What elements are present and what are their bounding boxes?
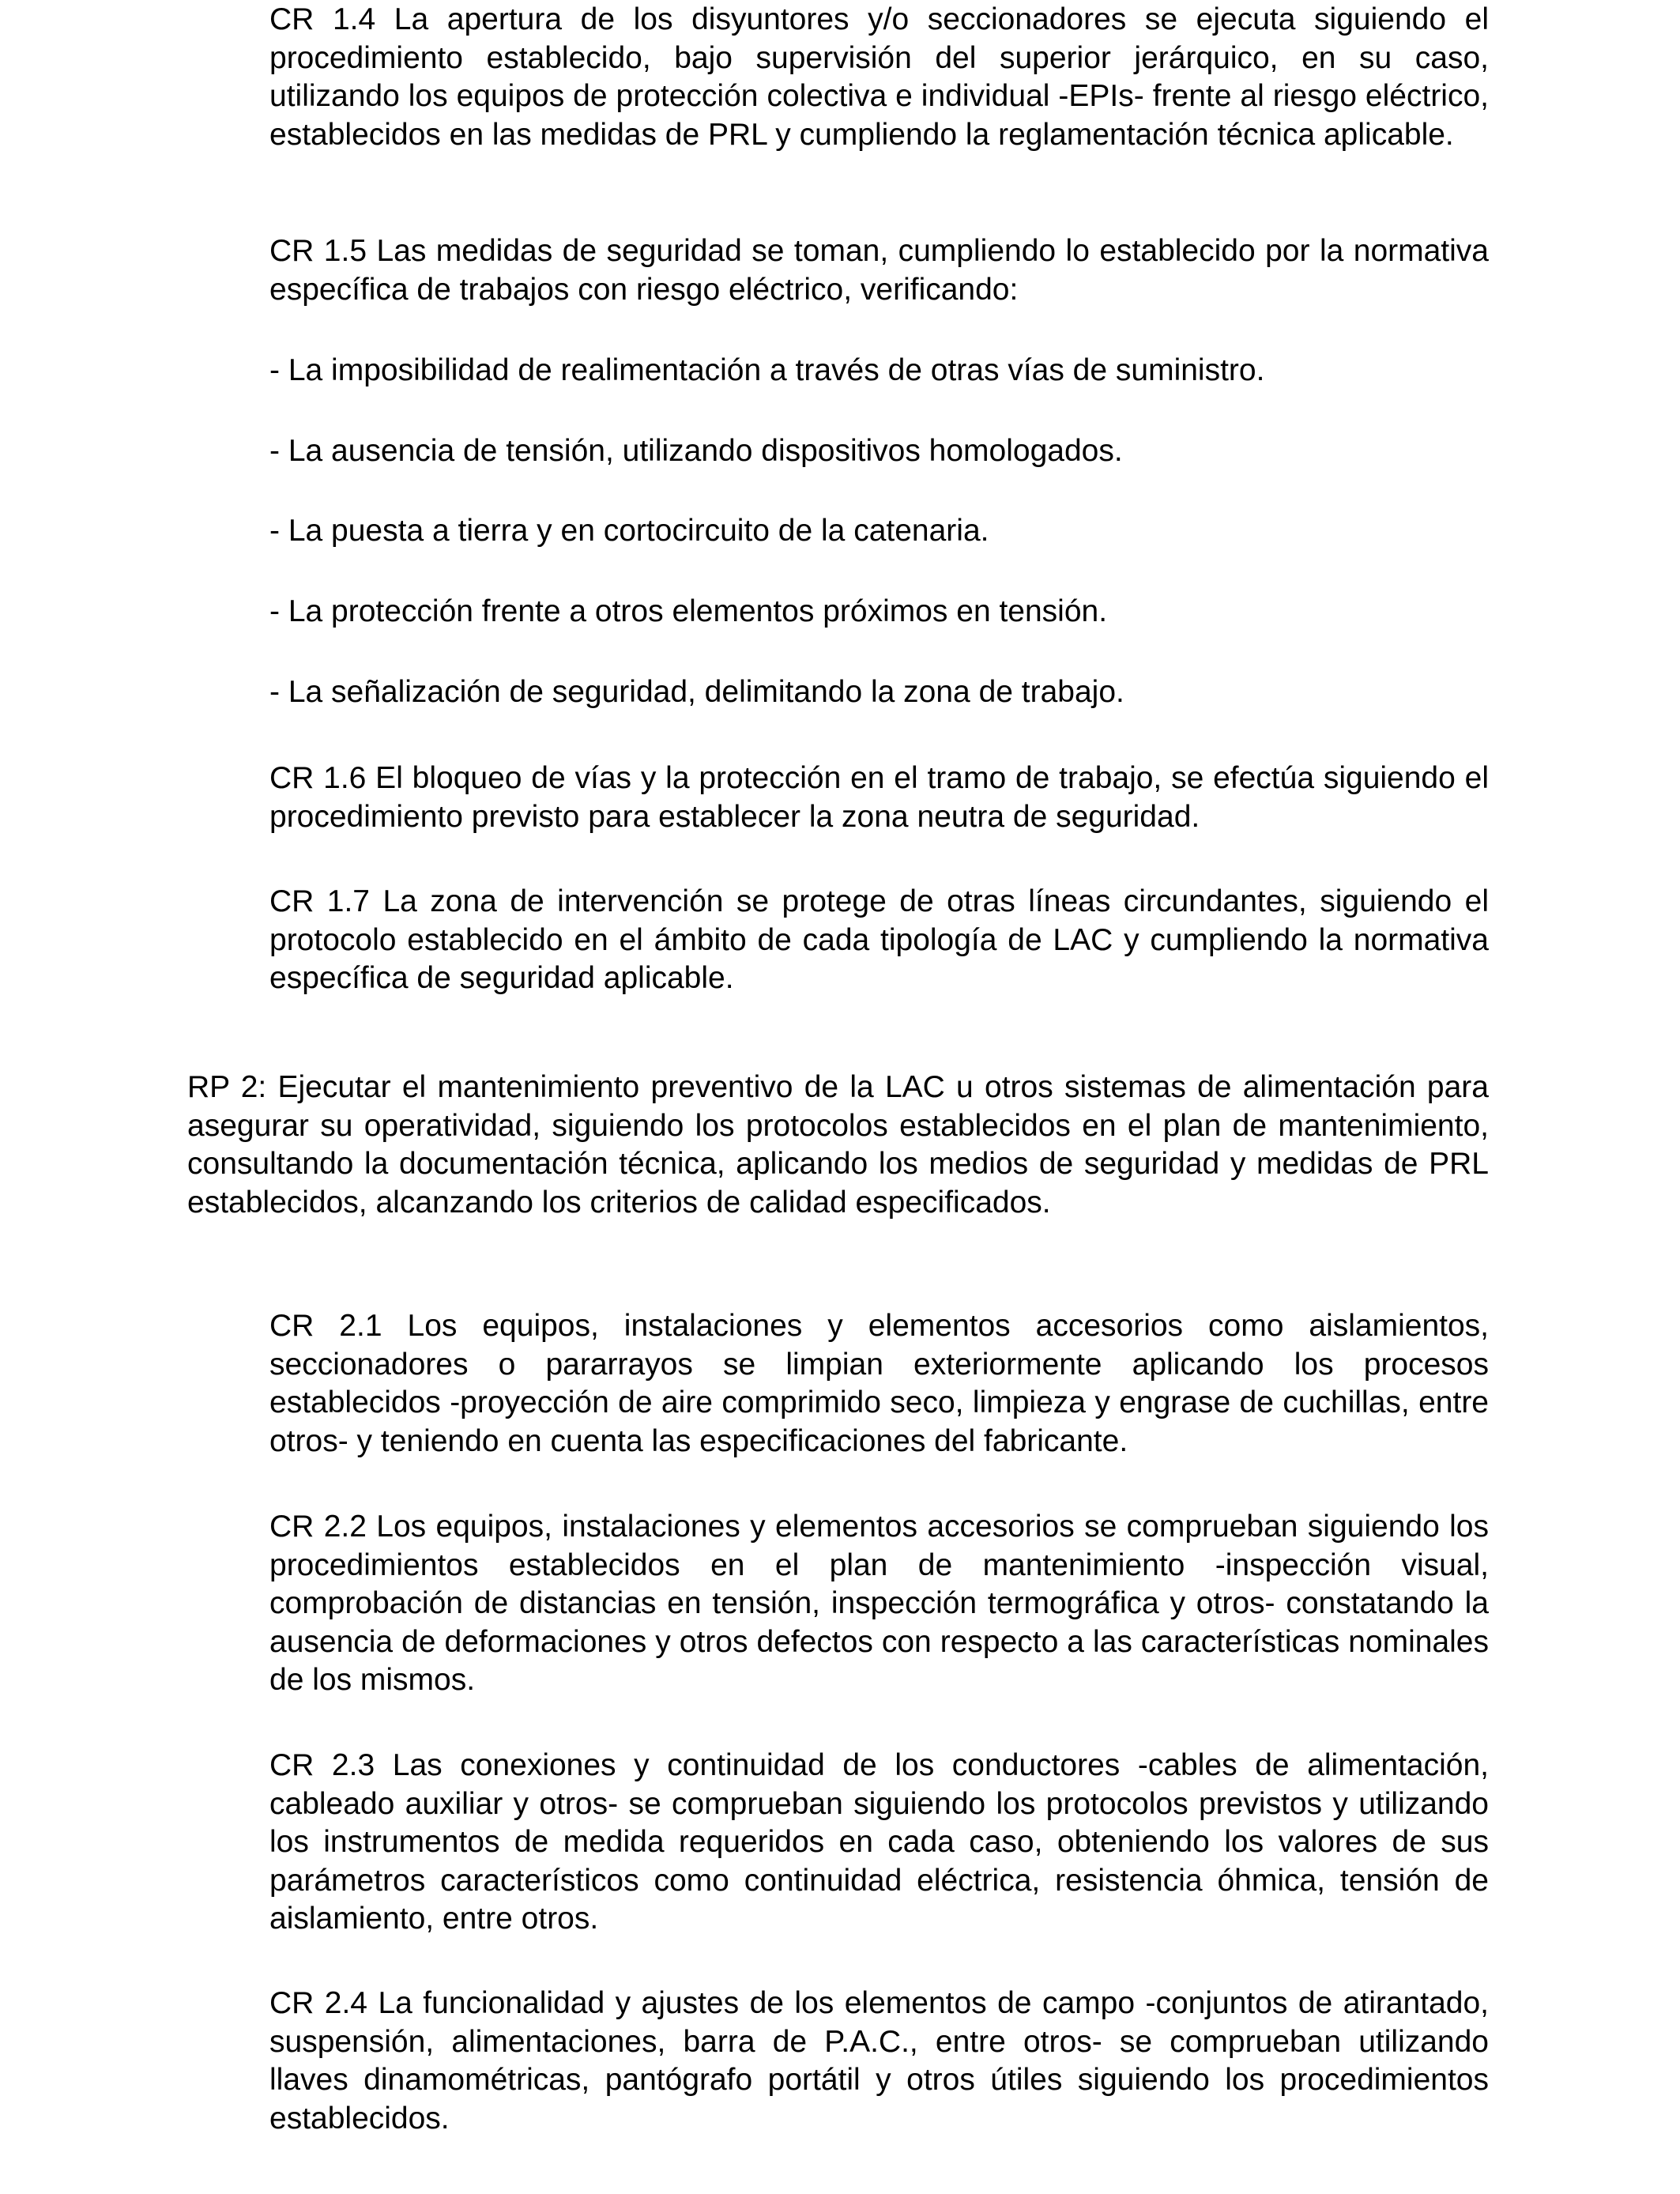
- criterion-cr-2-1: CR 2.1 Los equipos, instalaciones y elementos accesorios como aislamientos, seccionadores o pararrayos se limpian exteriormente aplicando los procesos establecidos -proyección de aire comprimido seco, limpieza y engrase de cuchillas, entre otros- y teniendo en cuenta las especificaciones del fabricante.: [269, 1309, 1489, 1458]
- criterion-cr-1-5: CR 1.5 Las medidas de seguridad se toman, cumpliendo lo establecido por la normativa específica de trabajos con riesgo eléctrico, verificando:: [269, 234, 1489, 307]
- bullet-item: - La imposibilidad de realimentación a través de otras vías de suministro.: [269, 353, 1265, 387]
- criterion-cr-1-4: CR 1.4 La apertura de los disyuntores y/o seccionadores se ejecuta siguiendo el procedimiento establecido, bajo supervisión del superior jerárquico, en su caso, utilizando los equipos de protección colectiva e individual -EPIs- frente al riesgo eléctrico, establecidos en las medidas de PRL y cumpliendo la reglamentación técnica aplicable.: [269, 2, 1489, 152]
- criterion-cr-2-4: CR 2.4 La funcionalidad y ajustes de los elementos de campo -conjuntos de atirantado, suspensión, alimentaciones, barra de P.A.C., entre otros- se comprueban utilizando llaves dinamométricas, pantógrafo portátil y otros útiles siguiendo los procedimientos establecidos.: [269, 1986, 1489, 2136]
- criterion-cr-2-3: CR 2.3 Las conexiones y continuidad de los conductores -cables de alimentación, cableado auxiliar y otros- se comprueban siguiendo los protocolos previstos y utilizando los instrumentos de medida requeridos en cada caso, obteniendo los valores de sus parámetros característicos como continuidad eléctrica, resistencia óhmica, tensión de aislamiento, entre otros.: [269, 1748, 1489, 1936]
- bullet-item: - La señalización de seguridad, delimitando la zona de trabajo.: [269, 675, 1124, 709]
- criterion-cr-2-2: CR 2.2 Los equipos, instalaciones y elementos accesorios se comprueban siguiendo los procedimientos establecidos en el plan de mantenimiento -inspección visual, comprobación de distancias en tensión, inspección termográfica y otros- constatando la ausencia de deformaciones y otros defectos con respecto a las características nominales de los mismos.: [269, 1510, 1489, 1697]
- bullet-item: - La protección frente a otros elementos próximos en tensión.: [269, 594, 1108, 628]
- realization-rp-2: RP 2: Ejecutar el mantenimiento preventivo de la LAC u otros sistemas de alimentación para asegurar su operatividad, siguiendo los protocolos establecidos en el plan de mantenimiento, consultando la documentación técnica, aplicando los medios de seguridad y medidas de PRL establecidos, alcanzando los criterios de calidad especificados.: [187, 1070, 1489, 1220]
- criterion-cr-1-6: CR 1.6 El bloqueo de vías y la protección en el tramo de trabajo, se efectúa siguiendo el procedimiento previsto para establecer la zona neutra de seguridad.: [269, 761, 1489, 834]
- bullet-item: - La puesta a tierra y en cortocircuito de la catenaria.: [269, 514, 989, 548]
- criterion-cr-1-7: CR 1.7 La zona de intervención se protege de otras líneas circundantes, siguiendo el protocolo establecido en el ámbito de cada tipología de LAC y cumpliendo la normativa específica de seguridad aplicable.: [269, 884, 1489, 995]
- bullet-item: - La ausencia de tensión, utilizando dispositivos homologados.: [269, 434, 1123, 468]
